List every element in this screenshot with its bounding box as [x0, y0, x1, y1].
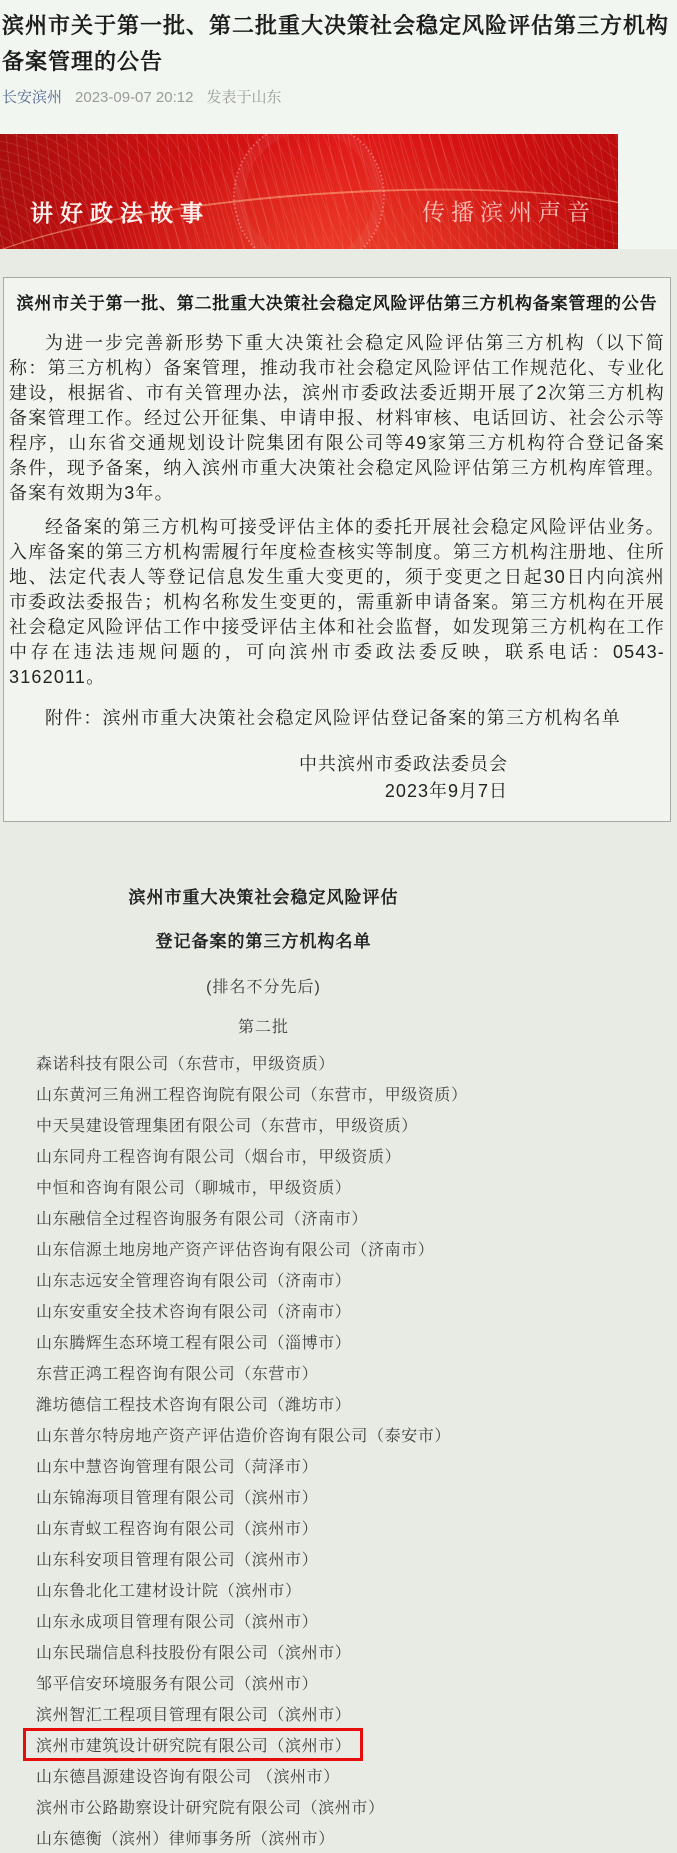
list-item [0, 1295, 677, 1326]
list-item [0, 1543, 677, 1574]
notice-paragraph-2: 经备案的第三方机构可接受评估主体的委托开展社会稳定风险评估业务。入库备案的第三方机构需履行年度检查核实等制度。第三方机构注册地、住所地、法定代表人等登记信息发生重大变更的，须于变更之日起30日内向滨州市委政法委报告；机构名称发生变更的，需重新申请备案。第三方机构在开展社会稳定风险评估工作中接受评估主体和社会监督，如发现第三方机构在工作中存在违法违规问题的，可向滨州市委政法委反映，联系电话：0543-3162011。 [9, 517, 665, 687]
banner-slogan-left: 讲好政法故事 [30, 200, 210, 226]
list-item [0, 1822, 677, 1853]
institution-name: 山东中慧咨询管理有限公司（菏泽市） [36, 1459, 319, 1476]
institution-name: 山东信源土地房地产资产评估咨询有限公司（济南市） [36, 1242, 435, 1259]
list-item [0, 1605, 677, 1636]
list-item [0, 1047, 677, 1078]
banner-image [0, 134, 618, 249]
institution-name: 山东锦海项目管理有限公司（滨州市） [36, 1490, 319, 1507]
notice-paragraph-1: 为进一步完善新形势下重大决策社会稳定风险评估第三方机构（以下简称：第三方机构）备案管理，推动我市社会稳定风险评估工作规范化、专业化建设，根据省、市有关管理办法，滨州市委政法委近期开展了2次第三方机构备案管理工作。经过公开征集、申请申报、材料审核、电话回访、社会公示等程序，山东省交通规划设计院集团有限公司等49家第三方机构符合登记备案条件，现予备案，纳入滨州市重大决策社会稳定风险评估第三方机构库管理。备案有效期为3年。 [9, 333, 665, 503]
list-item-highlighted [0, 1729, 677, 1760]
notice-signature [9, 751, 665, 805]
appendix-header [0, 886, 527, 1037]
list-item [0, 1264, 677, 1295]
appendix-title-line1: 滨州市重大决策社会稳定风险评估 [128, 888, 399, 907]
institution-name-highlighted: 滨州市建筑设计研究院有限公司（滨州市） [23, 1728, 363, 1761]
institution-name: 滨州智汇工程项目管理有限公司（滨州市） [36, 1707, 352, 1724]
article-header [0, 0, 677, 249]
notice-attachment-line: 附件：滨州市重大决策社会稳定风险评估登记备案的第三方机构名单 [45, 708, 621, 728]
appendix-note: (排名不分先后) [206, 979, 321, 996]
batch-label: 第二批 [237, 1019, 289, 1036]
list-item [0, 1512, 677, 1543]
institution-name: 滨州市公路勘察设计研究院有限公司（滨州市） [36, 1800, 385, 1817]
account-link[interactable]: 长安滨州 [2, 89, 63, 106]
institution-name: 山东安重安全技术咨询有限公司（济南市） [36, 1304, 352, 1321]
list-item [0, 1171, 677, 1202]
institution-name: 东营正鸿工程咨询有限公司（东营市） [36, 1366, 319, 1383]
appendix-title-line2-wrap [0, 930, 527, 954]
appendix-title-line2: 登记备案的第三方机构名单 [155, 932, 372, 951]
list-item [0, 1419, 677, 1450]
list-item [0, 1233, 677, 1264]
institution-name: 中恒和咨询有限公司（聊城市，甲级资质） [36, 1180, 352, 1197]
list-item [0, 1791, 677, 1822]
institution-name: 山东腾辉生态环境工程有限公司（淄博市） [36, 1335, 352, 1352]
institution-name: 山东志远安全管理咨询有限公司（济南市） [36, 1273, 352, 1290]
list-item [0, 1760, 677, 1791]
list-item [0, 1357, 677, 1388]
institution-name: 山东科安项目管理有限公司（滨州市） [36, 1552, 319, 1569]
list-item [0, 1667, 677, 1698]
list-item [0, 1140, 677, 1171]
list-item [0, 1078, 677, 1109]
institution-name: 山东民瑞信息科技股份有限公司（滨州市） [36, 1645, 352, 1662]
institution-name: 山东永成项目管理有限公司（滨州市） [36, 1614, 319, 1631]
list-item [0, 1698, 677, 1729]
list-item [0, 1450, 677, 1481]
banner-slogan-right: 传播滨州声音 [422, 199, 596, 225]
notice-box [3, 277, 671, 822]
list-item [0, 1326, 677, 1357]
institution-name: 潍坊德信工程技术咨询有限公司（潍坊市） [36, 1397, 352, 1414]
list-item [0, 1574, 677, 1605]
list-item [0, 1636, 677, 1667]
institution-name: 山东德昌源建设咨询有限公司 （滨州市） [36, 1769, 340, 1786]
publish-location: 发表于山东 [206, 89, 282, 106]
institution-list [0, 1047, 677, 1853]
institution-name: 山东普尔特房地产资产评估造价咨询有限公司（泰安市） [36, 1428, 452, 1445]
institution-name: 山东德衡（滨州）律师事务所（滨州市） [36, 1831, 335, 1848]
notice-title: 滨州市关于第一批、第二批重大决策社会稳定风险评估第三方机构备案管理的公告 [16, 294, 658, 313]
institution-name: 山东青蚁工程咨询有限公司（滨州市） [36, 1521, 319, 1538]
institution-name: 森诺科技有限公司（东营市，甲级资质） [36, 1056, 335, 1073]
institution-name: 山东鲁北化工建材设计院（滨州市） [36, 1583, 302, 1600]
byline [2, 88, 677, 108]
institution-name: 山东融信全过程咨询服务有限公司（济南市） [36, 1211, 369, 1228]
list-item [0, 1481, 677, 1512]
publish-datetime: 2023-09-07 20:12 [75, 89, 194, 106]
signature-date: 2023年9月7日 [384, 781, 508, 801]
signature-org: 中共滨州市委政法委员会 [299, 754, 508, 774]
list-item [0, 1109, 677, 1140]
institution-name: 山东同舟工程咨询有限公司（烟台市，甲级资质） [36, 1149, 402, 1166]
list-item [0, 1202, 677, 1233]
list-item [0, 1388, 677, 1419]
appendix-title [0, 886, 527, 910]
page-title: 滨州市关于第一批、第二批重大决策社会稳定风险评估第三方机构备案管理的公告 [2, 13, 670, 74]
institution-name: 中天昊建设管理集团有限公司（东营市，甲级资质） [36, 1118, 418, 1135]
institution-name: 山东黄河三角洲工程咨询院有限公司（东营市，甲级资质） [36, 1087, 468, 1104]
institution-name: 邹平信安环境服务有限公司（滨州市） [36, 1676, 319, 1693]
